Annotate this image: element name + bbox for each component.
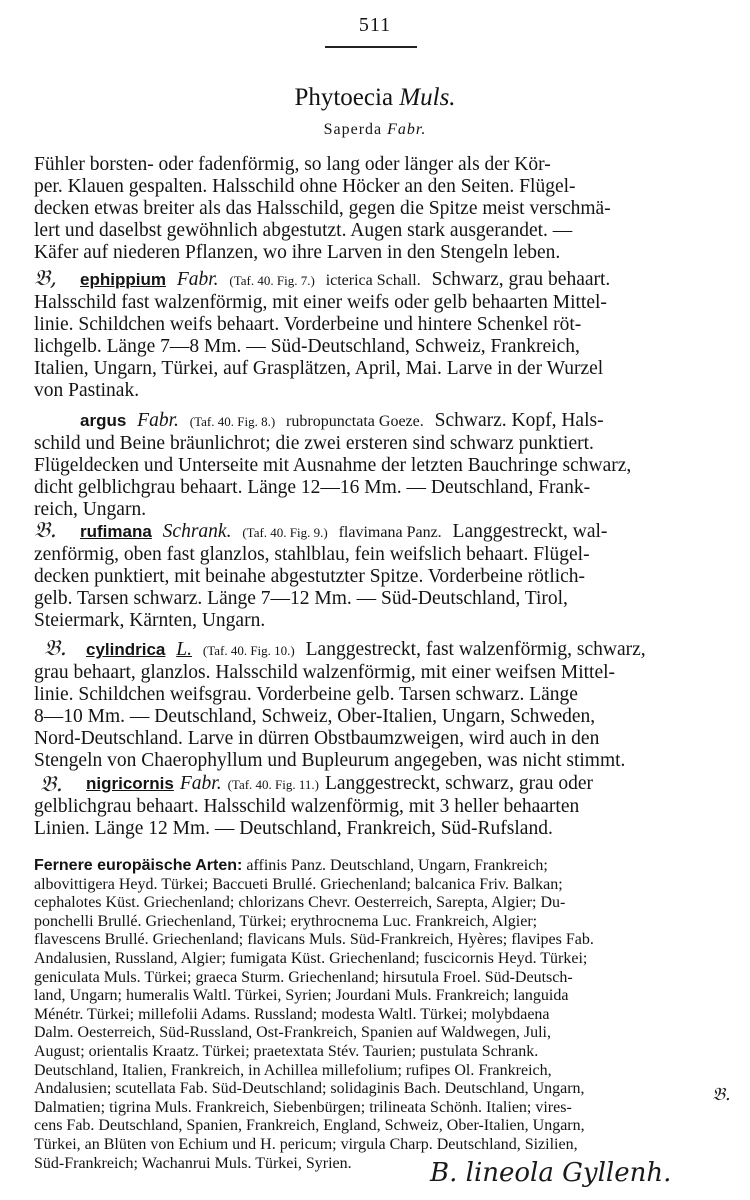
- species-text: Langgestreckt, fast walzenförmig, schwarz,: [305, 639, 646, 660]
- species-header: [34, 521, 712, 544]
- plate-reference: (Taf. 40. Fig. 10.): [202, 643, 295, 658]
- species-author: Fabr.: [137, 410, 179, 431]
- page-number-rule: [325, 46, 417, 48]
- species-synonym: rubropunctata Goeze.: [286, 413, 424, 430]
- species-name: cylindrica: [86, 640, 166, 659]
- genus-description: [34, 154, 712, 264]
- species-line: linie. Schildchen weifsgrau. Vorderbeine gelb. Tarsen schwarz. Länge: [34, 684, 578, 705]
- species-name: nigricornis: [86, 774, 174, 793]
- synonym-name: Saperda: [323, 121, 383, 138]
- species-line: Halsschild fast walzenförmig, mit einer weifs oder gelb behaarten Mittel-: [34, 292, 607, 313]
- species-entry-cylindrica: [34, 639, 712, 772]
- plate-reference: (Taf. 40. Fig. 11.): [227, 777, 319, 792]
- description-line: per. Klauen gespalten. Halsschild ohne Höcker an den Seiten. Flügel-: [34, 176, 576, 197]
- plate-reference: (Taf. 40. Fig. 8.): [189, 414, 276, 429]
- description-line: decken etwas breiter als das Halsschild, gegen die Spitze meist verschmä-: [34, 198, 611, 219]
- further-species-line: August; orientalis Kraatz. Türkei; praetextata Stév. Taurien; pustulata Schrank.: [34, 1042, 539, 1060]
- species-line: linie. Schildchen weifs behaart. Vorderbeine und hintere Schenkel röt-: [34, 314, 582, 335]
- species-line: Steiermark, Kärnten, Ungarn.: [34, 610, 266, 631]
- margin-marker: 𝔅.: [34, 518, 57, 543]
- further-species-line: Dalm. Oesterreich, Süd-Russland, Ost-Frankreich, Spanien auf Waldwegen, Juli,: [34, 1024, 551, 1042]
- species-author: Fabr.: [179, 773, 222, 794]
- species-synonym: flavimana Panz.: [338, 524, 442, 541]
- genus-synonym: [0, 121, 750, 139]
- species-synonym: icterica Schall.: [325, 272, 421, 289]
- species-author: L.: [176, 639, 192, 660]
- species-entry-rufimana: [34, 521, 712, 632]
- page-number: 511: [358, 14, 392, 36]
- plate-reference: (Taf. 40. Fig. 9.): [242, 525, 328, 540]
- description-line: Käfer auf niederen Pflanzen, wo ihre Larven in den Stengeln leben.: [34, 242, 561, 263]
- species-entry-ephippium: [34, 269, 712, 402]
- further-species-line: land, Ungarn; humeralis Waltl. Türkei, Syrien; Jourdani Muls. Frankreich; languida: [34, 987, 569, 1005]
- species-name: argus: [80, 411, 127, 430]
- further-species-line: albovittigera Heyd. Türkei; Baccueti Brullé. Griechenland; balcanica Friv. Balkan;: [34, 875, 563, 893]
- further-species-heading: Fernere europäische Arten:: [34, 857, 243, 874]
- margin-marker: 𝔅.: [44, 636, 67, 661]
- species-line: dicht gelblichgrau behaart. Länge 12—16 Mm. — Deutschland, Frank-: [34, 477, 591, 498]
- further-species-line: geniculata Muls. Türkei; graeca Sturm. Griechenland; hirsutula Froel. Süd-Deutsch-: [34, 968, 573, 986]
- species-line: Nord-Deutschland. Larve in dürren Obstbaumzweigen, wird auch in den: [34, 728, 600, 749]
- margin-marker: 𝔅.: [40, 772, 63, 797]
- species-line: reich, Ungarn.: [34, 499, 147, 520]
- species-line: decken punktiert, mit beinahe abgestutzter Spitze. Vorderbeine rötlich-: [34, 566, 586, 587]
- species-text: Langgestreckt, wal-: [452, 521, 608, 542]
- further-species-line: [34, 857, 712, 876]
- species-line: lichgelb. Länge 7—8 Mm. — Süd-Deutschland, Schweiz, Frankreich,: [34, 336, 580, 357]
- species-line: von Pastinak.: [34, 380, 140, 401]
- species-line: Italien, Ungarn, Türkei, auf Grasplätzen, April, Mai. Larve in der Wurzel: [34, 358, 604, 379]
- further-species-line: Deutschland, Italien, Frankreich, in Achillea millefolium; rufipes Ol. Frankreich,: [34, 1061, 552, 1079]
- species-text: Schwarz. Kopf, Hals-: [434, 410, 604, 431]
- genus-name: Phytoecia: [294, 84, 394, 111]
- species-line: gelb. Tarsen schwarz. Länge 7—12 Mm. — Süd-Deutschland, Tirol,: [34, 588, 568, 609]
- species-text: Langgestreckt, schwarz, grau oder: [324, 773, 593, 794]
- species-line: grau behaart, glanzlos. Halsschild walzenförmig, mit einer weifsen Mittel-: [34, 662, 616, 683]
- species-entry-argus: [34, 410, 712, 521]
- further-species-text: affinis Panz. Deutschland, Ungarn, Frankreich;: [246, 857, 548, 874]
- further-species-line: Andalusien, Russland, Algier; fumigata Küst. Griechenland; fuscicornis Heyd. Türkei;: [34, 949, 588, 967]
- species-line: 8—10 Mm. — Deutschland, Schweiz, Ober-Italien, Ungarn, Schweden,: [34, 706, 596, 727]
- species-entry-nigricornis: [34, 773, 712, 840]
- further-species-line: Ménétr. Türkei; millefolii Adams. Russland; modesta Waltl. Türkei; molybdaena: [34, 1005, 550, 1023]
- further-species-line: cephalotes Küst. Griechenland; chlorizans Chevr. Oesterreich, Sarepta, Algier; Du-: [34, 894, 566, 912]
- further-species-line: Andalusien; scutellata Fab. Süd-Deutschland; solidaginis Bach. Deutschland, Ungarn,: [34, 1080, 585, 1098]
- further-species-line: flavescens Brullé. Griechenland; flavicans Muls. Süd-Frankreich, Hyères; flavipes Fab.: [34, 931, 594, 949]
- species-text: Schwarz, grau behaart.: [431, 269, 611, 290]
- species-line: Stengeln von Chaerophyllum und Bupleurum angegeben, was nicht stimmt.: [34, 750, 626, 771]
- species-name: rufimana: [80, 522, 152, 541]
- species-header: [34, 773, 712, 796]
- species-author: Schrank.: [162, 521, 232, 542]
- species-line: Linien. Länge 12 Mm. — Deutschland, Frankreich, Süd-Rufsland.: [34, 818, 553, 839]
- margin-marker-right: 𝔅.: [712, 1084, 731, 1105]
- margin-marker: 𝔅,: [34, 266, 57, 291]
- further-species-line: ponchelli Brullé. Griechenland, Türkei; erythrocnema Luc. Frankreich, Algier;: [34, 912, 538, 930]
- species-header: [34, 639, 712, 662]
- species-line: gelblichgrau behaart. Halsschild walzenförmig, mit 3 heller behaarten: [34, 796, 580, 817]
- species-line: zenförmig, oben fast glanzlos, stahlblau, fein weifslich behaart. Flügel-: [34, 544, 590, 565]
- species-line: schild und Beine bräunlichrot; die zwei ersteren sind schwarz punktiert.: [34, 433, 594, 454]
- further-species-line: Türkei, an Blüten von Echium und H. pericum; virgula Charp. Deutschland, Sizilien,: [34, 1135, 578, 1153]
- species-name: ephippium: [80, 270, 166, 289]
- plate-reference: (Taf. 40. Fig. 7.): [229, 273, 315, 288]
- handwritten-note: B. lineola Gyllenh.: [430, 1158, 672, 1188]
- genus-title: [0, 84, 750, 112]
- further-species-line: Dalmatien; tigrina Muls. Frankreich, Siebenbürgen; trilineata Schönh. Italien; vires-: [34, 1098, 572, 1116]
- further-species: [34, 857, 712, 1173]
- species-header: [34, 269, 712, 292]
- further-species-line: Süd-Frankreich; Wachanrui Muls. Türkei, Syrien.: [34, 1154, 352, 1172]
- further-species-line: cens Fab. Deutschland, Spanien, Frankreich, England, Schweiz, Ober-Italien, Ungarn,: [34, 1117, 585, 1135]
- description-line: lert und daselbst gewöhnlich abgestutzt. Augen stark ausgerandet. —: [34, 220, 573, 241]
- species-line: Flügeldecken und Unterseite mit Ausnahme der letzten Bauchringe schwarz,: [34, 455, 632, 476]
- description-line: Fühler borsten- oder fadenförmig, so lang oder länger als der Kör-: [34, 154, 551, 175]
- genus-author: Muls.: [399, 84, 456, 111]
- synonym-author: Fabr.: [387, 121, 427, 138]
- species-header: [34, 410, 712, 433]
- species-author: Fabr.: [176, 269, 219, 290]
